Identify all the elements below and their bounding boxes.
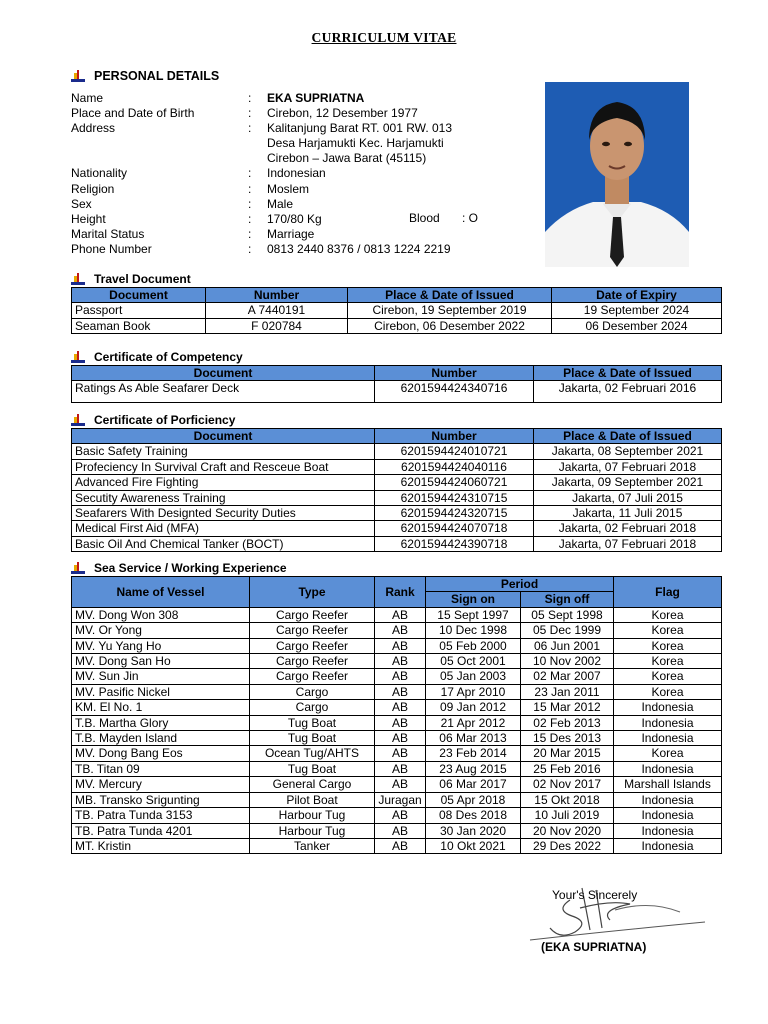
table-cell: 10 Dec 1998: [426, 623, 521, 638]
table-cell: Jakarta, 07 Februari 2018: [534, 459, 722, 474]
table-row: [72, 623, 722, 638]
table-cell: Indonesia: [614, 731, 722, 746]
column-header: Name of Vessel: [72, 577, 250, 608]
table-cell: Cargo: [250, 684, 375, 699]
table-cell: MV. Mercury: [72, 777, 250, 792]
table-row: [72, 731, 722, 746]
table-cell: Medical First Aid (MFA): [72, 521, 375, 536]
flag-bullet-icon: [71, 562, 85, 574]
table-cell: 6201594424340716: [375, 381, 534, 403]
detail-value: EKA SUPRIATNA: [267, 91, 365, 105]
table-row: [72, 303, 722, 318]
table-row: [72, 475, 722, 490]
table-cell: 6201594424320715: [375, 506, 534, 521]
table-cell: T.B. Mayden Island: [72, 731, 250, 746]
column-header: Period: [426, 577, 614, 592]
table-row: [72, 521, 722, 536]
table-cell: AB: [375, 823, 426, 838]
blood-value: : O: [462, 211, 479, 225]
detail-colon: :: [248, 121, 252, 136]
table-cell: 6201594424040116: [375, 459, 534, 474]
section-personal-details: [71, 69, 219, 83]
table-cell: Ocean Tug/AHTS: [250, 746, 375, 761]
table-cell: AB: [375, 746, 426, 761]
column-header: Place & Date of Issued: [534, 366, 722, 381]
closing-salutation: Your's Sincerely: [552, 888, 638, 902]
table-row: [72, 381, 722, 403]
detail-value: Kalitanjung Barat RT. 001 RW. 013: [267, 121, 453, 136]
table-cell: Jakarta, 11 Juli 2015: [534, 506, 722, 521]
table-row: [72, 838, 722, 853]
table-cell: AB: [375, 638, 426, 653]
table-cell: AB: [375, 700, 426, 715]
table-cell: Tug Boat: [250, 761, 375, 776]
table-cell: 23 Feb 2014: [426, 746, 521, 761]
detail-value: Male: [267, 196, 294, 211]
table-row: [72, 715, 722, 730]
section-heading: Certificate of Porficiency: [94, 413, 236, 427]
table-cell: 25 Feb 2016: [521, 761, 614, 776]
table-cell: KM. El No. 1: [72, 700, 250, 715]
table-cell: Tanker: [250, 838, 375, 853]
table-cell: AB: [375, 607, 426, 622]
table-cell: Jakarta, 07 Februari 2018: [534, 536, 722, 551]
table-row: [72, 444, 722, 459]
table-cell: F 020784: [206, 318, 348, 333]
detail-value: Cirebon, 12 Desember 1977: [267, 106, 418, 121]
table-cell: Korea: [614, 607, 722, 622]
column-header: Document: [72, 366, 375, 381]
table-cell: A 7440191: [206, 303, 348, 318]
detail-label: Address: [71, 121, 116, 136]
table-cell: 23 Jan 2011: [521, 684, 614, 699]
column-header: Rank: [375, 577, 426, 608]
table-cell: 15 Sept 1997: [426, 607, 521, 622]
table-cell: AB: [375, 715, 426, 730]
table-cell: 10 Nov 2002: [521, 654, 614, 669]
table-cell: MT. Kristin: [72, 838, 250, 853]
flag-bullet-icon: [71, 351, 85, 363]
flag-bullet-icon: [71, 414, 85, 426]
column-header: Sign on: [426, 592, 521, 607]
column-header: Number: [206, 288, 348, 303]
table-cell: MV. Sun Jin: [72, 669, 250, 684]
section-heading: PERSONAL DETAILS: [94, 69, 220, 83]
table-cell: 05 Apr 2018: [426, 792, 521, 807]
table-cell: Cargo Reefer: [250, 607, 375, 622]
table-cell: 08 Des 2018: [426, 808, 521, 823]
table-cell: AB: [375, 654, 426, 669]
table-cell: 6201594424060721: [375, 475, 534, 490]
flag-bullet-icon: [71, 273, 85, 285]
table-cell: 05 Oct 2001: [426, 654, 521, 669]
table-cell: AB: [375, 684, 426, 699]
section-certificate-competency: [71, 350, 243, 364]
detail-colon: :: [248, 181, 252, 196]
column-header: Number: [375, 366, 534, 381]
table-row: [72, 536, 722, 551]
table-cell: Indonesia: [614, 838, 722, 853]
table-cell: Secutity Awareness Training: [72, 490, 375, 505]
table-cell: Jakarta, 09 September 2021: [534, 475, 722, 490]
table-cell: Korea: [614, 638, 722, 653]
sea-service-table: [71, 576, 722, 854]
table-cell: Korea: [614, 669, 722, 684]
detail-label: Nationality: [71, 166, 128, 181]
table-cell: MB. Transko Srigunting: [72, 792, 250, 807]
table-cell: AB: [375, 669, 426, 684]
detail-colon: :: [248, 226, 252, 241]
blood-label: Blood: [409, 211, 440, 225]
table-cell: Marshall Islands: [614, 777, 722, 792]
table-cell: Cirebon, 19 September 2019: [348, 303, 552, 318]
table-cell: 6201594424390718: [375, 536, 534, 551]
table-cell: 05 Dec 1999: [521, 623, 614, 638]
table-cell: Indonesia: [614, 761, 722, 776]
detail-value: Marriage: [267, 226, 315, 241]
table-cell: Harbour Tug: [250, 808, 375, 823]
table-row: [72, 669, 722, 684]
table-row: [72, 459, 722, 474]
table-cell: MV. Dong Won 308: [72, 607, 250, 622]
column-header: Type: [250, 577, 375, 608]
table-cell: 30 Jan 2020: [426, 823, 521, 838]
table-cell: Basic Safety Training: [72, 444, 375, 459]
table-cell: 02 Mar 2007: [521, 669, 614, 684]
column-header: Number: [375, 429, 534, 444]
table-cell: 20 Mar 2015: [521, 746, 614, 761]
section-sea-service: [71, 561, 287, 575]
detail-label: Height: [71, 211, 106, 226]
table-cell: Cargo Reefer: [250, 638, 375, 653]
table-cell: AB: [375, 838, 426, 853]
detail-colon: :: [248, 106, 252, 121]
table-cell: 29 Des 2022: [521, 838, 614, 853]
table-cell: Cirebon, 06 Desember 2022: [348, 318, 552, 333]
column-header: Place & Date of Issued: [534, 429, 722, 444]
table-cell: Cargo Reefer: [250, 654, 375, 669]
table-cell: 06 Desember 2024: [552, 318, 722, 333]
table-cell: 6201594424070718: [375, 521, 534, 536]
table-cell: 15 Des 2013: [521, 731, 614, 746]
table-cell: Jakarta, 02 Februari 2018: [534, 521, 722, 536]
table-cell: Indonesia: [614, 823, 722, 838]
table-cell: Juragan: [375, 792, 426, 807]
table-cell: 17 Apr 2010: [426, 684, 521, 699]
profile-photo: [545, 82, 689, 267]
table-row: [72, 654, 722, 669]
detail-label: Sex: [71, 196, 92, 211]
detail-colon: :: [248, 211, 252, 226]
section-heading: Travel Document: [94, 272, 191, 286]
table-row: [72, 777, 722, 792]
table-row: [72, 700, 722, 715]
table-cell: 06 Jun 2001: [521, 638, 614, 653]
table-cell: T.B. Martha Glory: [72, 715, 250, 730]
detail-label: Phone Number: [71, 241, 152, 256]
table-cell: MV. Dong San Ho: [72, 654, 250, 669]
detail-value: Cirebon – Jawa Barat (45115): [267, 151, 427, 166]
detail-label: Religion: [71, 181, 115, 196]
table-cell: Tug Boat: [250, 731, 375, 746]
table-cell: AB: [375, 777, 426, 792]
table-cell: AB: [375, 761, 426, 776]
detail-value: Desa Harjamukti Kec. Harjamukti: [267, 136, 444, 151]
table-row: [72, 490, 722, 505]
table-cell: 6201594424310715: [375, 490, 534, 505]
column-header: Document: [72, 288, 206, 303]
table-cell: Seaman Book: [72, 318, 206, 333]
section-heading: Sea Service / Working Experience: [94, 561, 287, 575]
travel-document-table: [71, 287, 722, 334]
detail-value: 170/80 Kg: [267, 211, 322, 226]
detail-value: Indonesian: [267, 166, 326, 181]
table-cell: Cargo: [250, 700, 375, 715]
table-row: [72, 792, 722, 807]
detail-label: Place and Date of Birth: [71, 106, 195, 121]
detail-value: Moslem: [267, 181, 310, 196]
table-cell: 02 Feb 2013: [521, 715, 614, 730]
table-cell: 05 Feb 2000: [426, 638, 521, 653]
competency-table: [71, 365, 722, 403]
table-cell: Cargo Reefer: [250, 669, 375, 684]
table-cell: MV. Yu Yang Ho: [72, 638, 250, 653]
table-cell: Indonesia: [614, 700, 722, 715]
table-row: [72, 684, 722, 699]
table-cell: 6201594424010721: [375, 444, 534, 459]
column-header: Flag: [614, 577, 722, 608]
table-cell: AB: [375, 623, 426, 638]
table-cell: Seafarers With Designted Security Duties: [72, 506, 375, 521]
table-cell: Jakarta, 08 September 2021: [534, 444, 722, 459]
table-row: [72, 761, 722, 776]
table-cell: Pilot Boat: [250, 792, 375, 807]
proficiency-table: [71, 428, 722, 552]
table-cell: TB. Patra Tunda 4201: [72, 823, 250, 838]
table-row: [72, 808, 722, 823]
table-cell: Jakarta, 07 Juli 2015: [534, 490, 722, 505]
table-cell: General Cargo: [250, 777, 375, 792]
table-cell: Harbour Tug: [250, 823, 375, 838]
detail-label: Name: [71, 91, 104, 105]
document-title: CURRICULUM VITAE: [311, 30, 457, 45]
detail-colon: :: [248, 241, 252, 256]
table-cell: Korea: [614, 654, 722, 669]
section-certificate-proficiency: [71, 413, 235, 427]
table-cell: MV. Pasific Nickel: [72, 684, 250, 699]
table-row: [72, 318, 722, 333]
table-cell: Korea: [614, 684, 722, 699]
table-cell: Indonesia: [614, 792, 722, 807]
section-heading: Certificate of Competency: [94, 350, 243, 364]
table-cell: 20 Nov 2020: [521, 823, 614, 838]
table-cell: TB. Titan 09: [72, 761, 250, 776]
table-cell: Korea: [614, 746, 722, 761]
table-cell: 05 Sept 1998: [521, 607, 614, 622]
detail-colon: :: [248, 196, 252, 211]
table-cell: Basic Oil And Chemical Tanker (BOCT): [72, 536, 375, 551]
table-cell: Korea: [614, 623, 722, 638]
table-cell: 06 Mar 2017: [426, 777, 521, 792]
flag-bullet-icon: [71, 70, 85, 82]
detail-value: 0813 2440 8376 / 0813 1224 2219: [267, 241, 451, 256]
table-cell: Indonesia: [614, 715, 722, 730]
table-cell: Indonesia: [614, 808, 722, 823]
column-header: Place & Date of Issued: [348, 288, 552, 303]
table-cell: Cargo Reefer: [250, 623, 375, 638]
table-cell: TB. Patra Tunda 3153: [72, 808, 250, 823]
table-cell: 23 Aug 2015: [426, 761, 521, 776]
table-cell: Advanced Fire Fighting: [72, 475, 375, 490]
column-header: Date of Expiry: [552, 288, 722, 303]
detail-label: Marital Status: [71, 226, 145, 241]
table-cell: Ratings As Able Seafarer Deck: [72, 381, 375, 403]
table-cell: 09 Jan 2012: [426, 700, 521, 715]
table-cell: AB: [375, 808, 426, 823]
table-cell: 15 Mar 2012: [521, 700, 614, 715]
table-cell: Profeciency In Survival Craft and Resceue Boat: [72, 459, 375, 474]
table-cell: 05 Jan 2003: [426, 669, 521, 684]
detail-colon: :: [248, 166, 252, 181]
table-cell: 21 Apr 2012: [426, 715, 521, 730]
table-cell: Tug Boat: [250, 715, 375, 730]
table-cell: 10 Juli 2019: [521, 808, 614, 823]
section-travel-document: [71, 272, 191, 286]
table-cell: 10 Okt 2021: [426, 838, 521, 853]
detail-colon: :: [248, 91, 252, 105]
table-cell: 06 Mar 2013: [426, 731, 521, 746]
table-row: [72, 607, 722, 622]
table-cell: MV. Or Yong: [72, 623, 250, 638]
table-row: [72, 746, 722, 761]
column-header: Document: [72, 429, 375, 444]
table-row: [72, 638, 722, 653]
table-cell: MV. Dong Bang Eos: [72, 746, 250, 761]
table-cell: Jakarta, 02 Februari 2016: [534, 381, 722, 403]
table-row: [72, 823, 722, 838]
table-cell: 19 September 2024: [552, 303, 722, 318]
table-cell: 15 Okt 2018: [521, 792, 614, 807]
table-cell: 02 Nov 2017: [521, 777, 614, 792]
table-cell: Passport: [72, 303, 206, 318]
table-row: [72, 506, 722, 521]
table-cell: AB: [375, 731, 426, 746]
column-header: Sign off: [521, 592, 614, 607]
signatory-name: (EKA SUPRIATNA): [541, 940, 647, 954]
